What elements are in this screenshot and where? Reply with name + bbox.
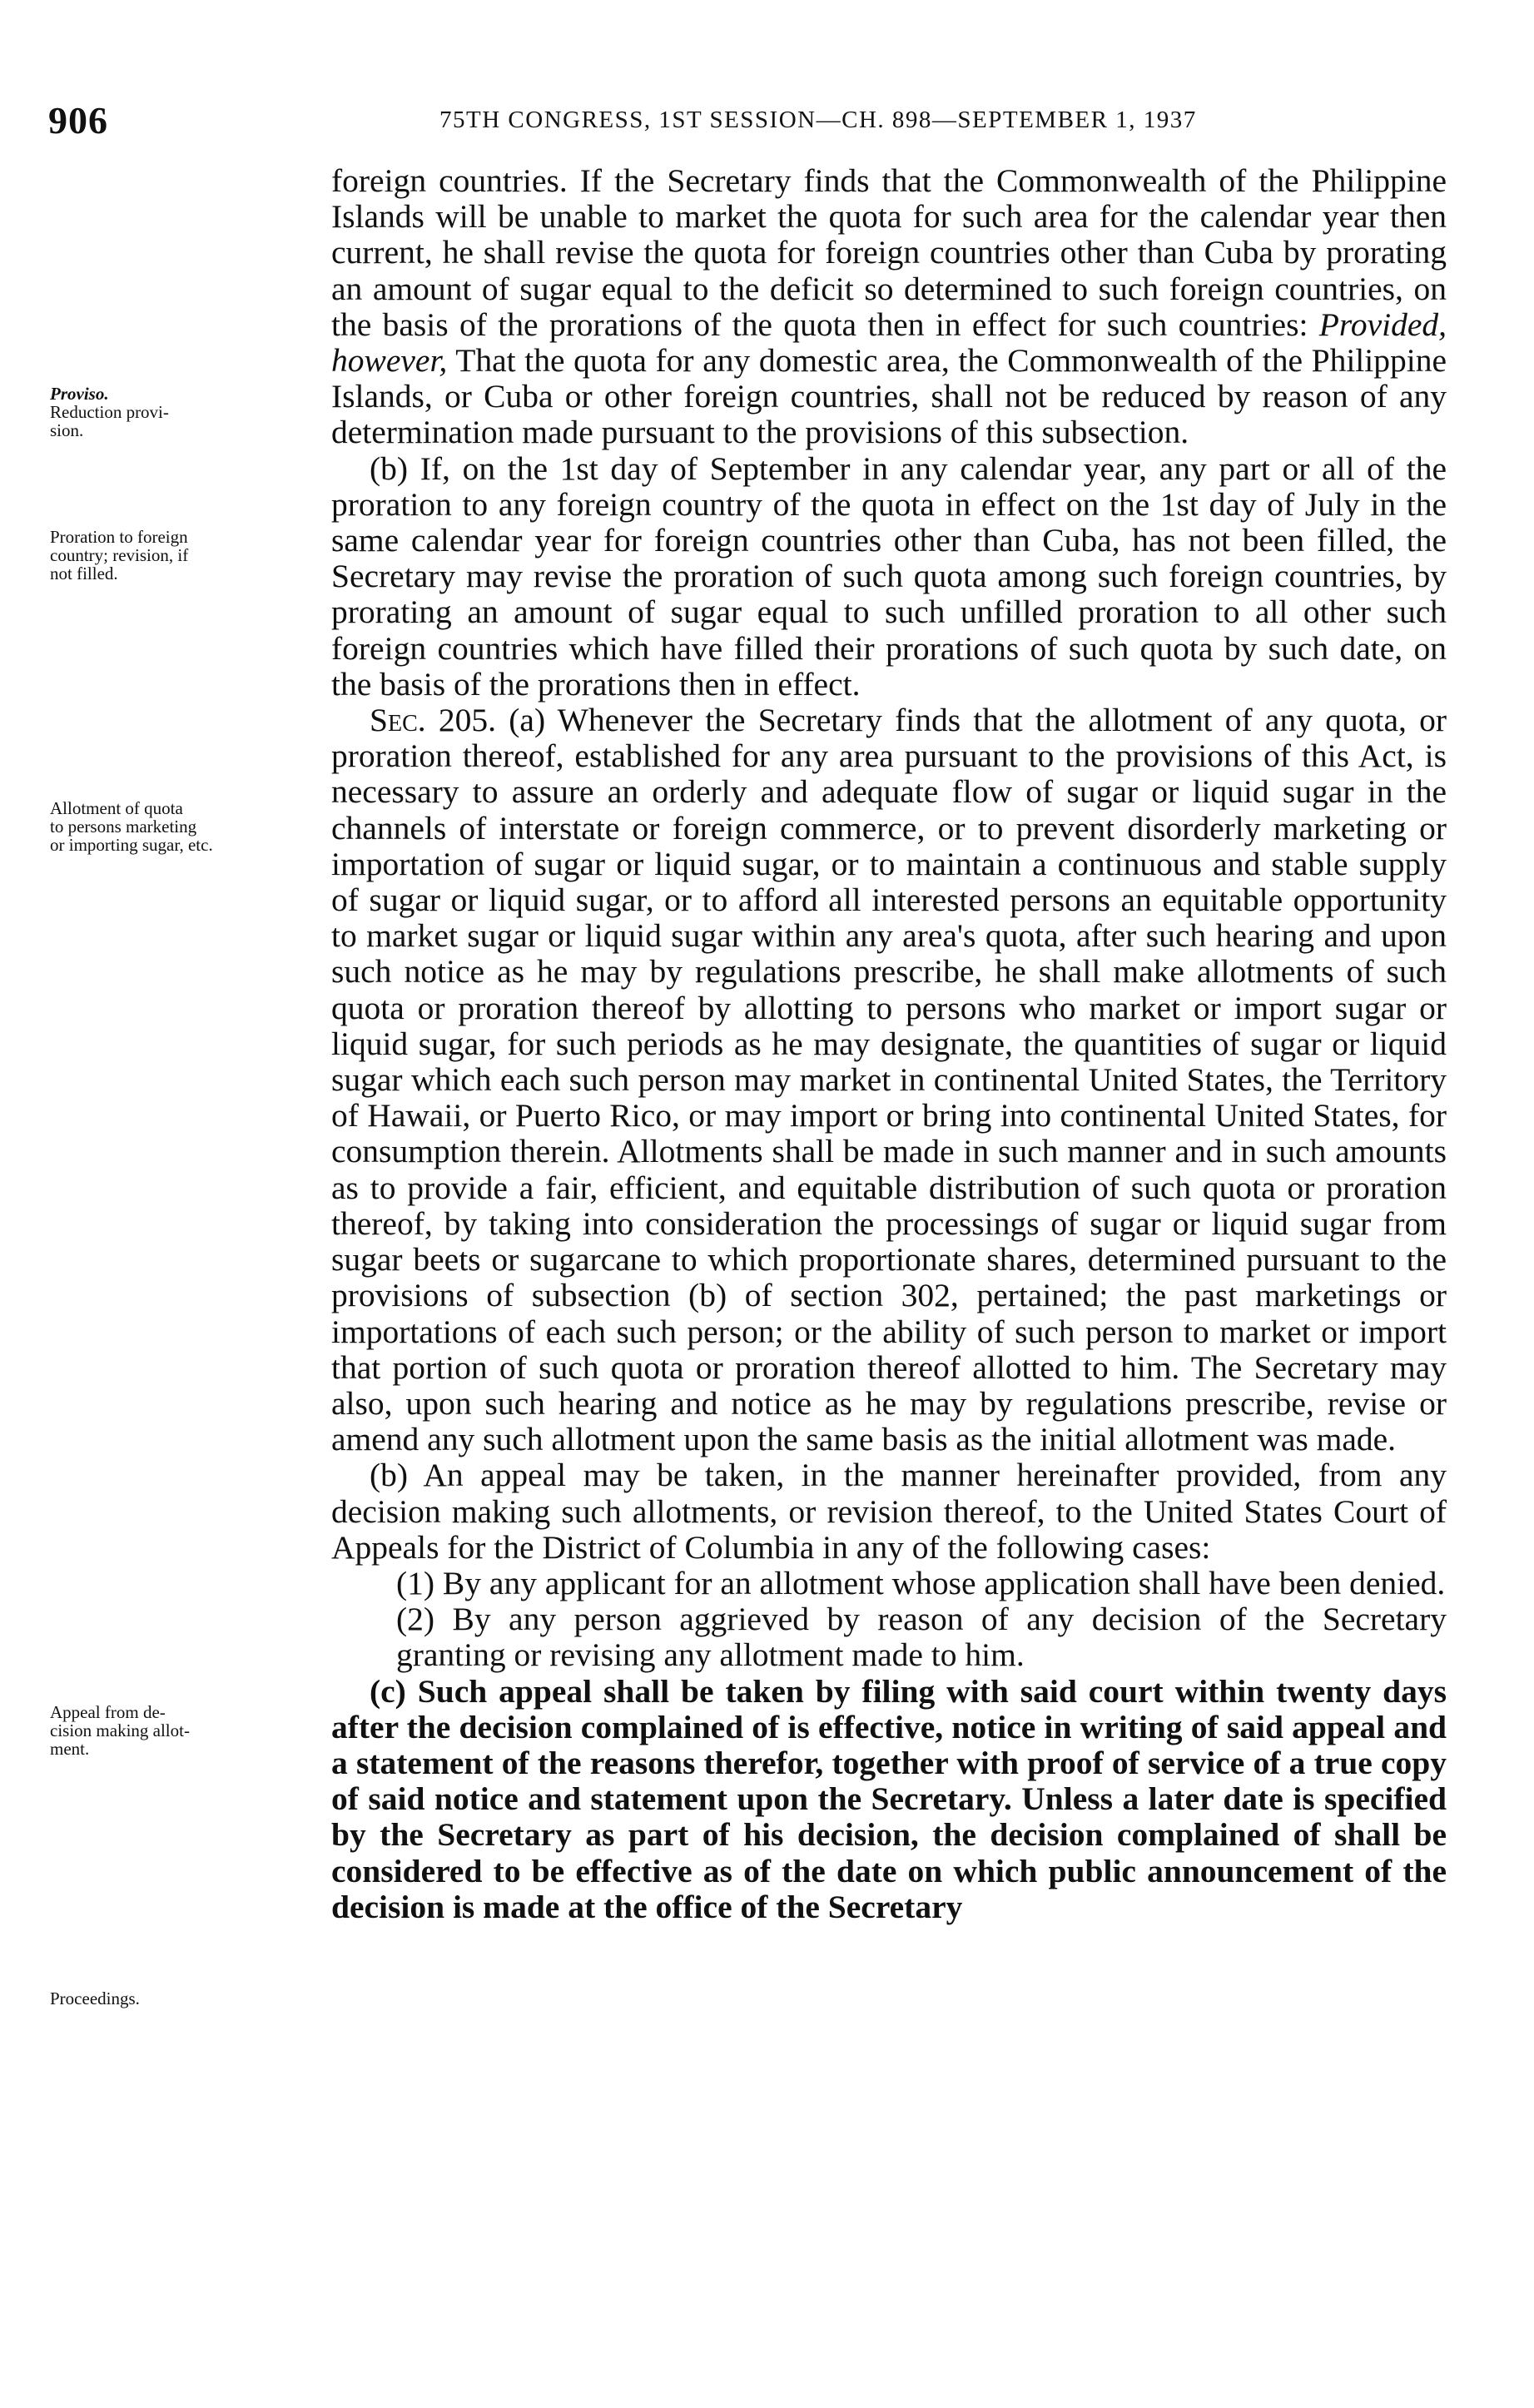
margin-note-proviso bbox=[50, 385, 316, 439]
running-head: 75TH CONGRESS, 1ST SESSION—CH. 898—SEPTEMBER 1, 1937 bbox=[439, 107, 1197, 133]
paragraph-continuation bbox=[331, 163, 1447, 451]
page-header bbox=[48, 98, 1447, 148]
margin-note-line: Proceedings. bbox=[50, 1988, 140, 2008]
main-text-column bbox=[331, 163, 1447, 1925]
margin-note-appeal bbox=[50, 1703, 316, 1758]
margin-note-proration bbox=[50, 528, 316, 583]
margin-note-line: country; revision, if bbox=[50, 545, 189, 565]
margin-note-line: Proviso. bbox=[50, 384, 109, 404]
margin-note-proceedings bbox=[50, 1989, 316, 2008]
page-number: 906 bbox=[48, 99, 108, 142]
margin-note-line: cision making allot- bbox=[50, 1720, 190, 1740]
margin-note-line: Proration to foreign bbox=[50, 527, 188, 547]
paragraph-text: foreign countries. If the Secretary finds that the Commonwealth of the Philippine Islands will be unable to market the quota for such area for the calendar year then current, he shall revise the quota for foreign countries other than Cuba by prorating an amount of sugar equal to the deficit so determined to such foreign countries, on the basis of the prorations of the quota then in effect for such countries: bbox=[331, 162, 1447, 343]
margin-note-line: or importing sugar, etc. bbox=[50, 835, 213, 855]
margin-note-line: Allotment of quota bbox=[50, 798, 183, 818]
paragraph-clause-2: (2) By any person aggrieved by reason of any decision of the Secretary granting or revising any allotment made to him. bbox=[396, 1601, 1447, 1674]
paragraph-text: (a) Whenever the Secretary finds that the allotment of any quota, or proration thereof, established for any area pursuant to the provisions of this Act, is necessary to assure an orderly and adequate flow of sugar or liquid sugar in the channels of interstate or foreign commerce, or to prevent disorderly marketing or importation of sugar or liquid sugar, or to maintain a continuous and stable supply of sugar or liquid sugar, or to afford all interested persons an equitable opportunity to market sugar or liquid sugar within any area's quota, after such hearing and upon such notice as he may by regulations prescribe, he shall make allotments of such quota or proration thereof by allotting to persons who market or import sugar or liquid sugar, for such periods as he may designate, the quantities of sugar or liquid sugar which each such person may market in continental United States, the Territory of Hawaii, or Puerto Rico, or may import or bring into continental United States, for consumption therein. Allotments shall be made in such manner and in such amounts as to provide a fair, efficient, and equitable distribution of such quota or proration thereof, by taking into consideration the processings of sugar or liquid sugar from sugar beets or sugarcane to which proportionate shares, determined pursuant to the provisions of subsection (b) of section 302, pertained; the past marketings or importations of each such person; or the ability of such person to market or import that portion of such quota or proration thereof allotted to him. The Secretary may also, upon such hearing and notice as he may by regulations prescribe, revise or amend any such allotment upon the same basis as the initial allotment was made. bbox=[331, 702, 1447, 1458]
margin-note-line: ment. bbox=[50, 1739, 90, 1759]
margin-note-line: Appeal from de- bbox=[50, 1702, 166, 1722]
section-heading: Sec. 205. bbox=[370, 702, 497, 739]
margin-note-line: to persons marketing bbox=[50, 817, 197, 837]
paragraph-proceedings: (c) Such appeal shall be taken by filing with said court within twenty days after the decision complained of is effective, notice in writing of said appeal and a statement of the reasons therefor, together with proof of service of a true copy of said notice and statement upon the Secretary. Unless a later date is specified by the Secretary as part of his decision, the decision complained of shall be considered to be effective as of the date on which public announcement of the decision is made at the office of the Secretary bbox=[331, 1672, 1447, 1925]
margin-note-line: Reduction provi- bbox=[50, 402, 169, 422]
paragraph-subsection-b: (b) If, on the 1st day of September in any calendar year, any part or all of the proration to any foreign country of the quota in effect on the 1st day of July in the same calendar year for foreign countries other than Cuba, has not been filled, the Secretary may revise the proration of such quota among such foreign countries, by prorating an amount of sugar equal to such unfilled proration to all other such foreign countries which have filled their prorations of such quota by such date, on the basis of the prorations then in effect. bbox=[331, 449, 1447, 703]
margin-note-allotment bbox=[50, 799, 316, 854]
paragraph-clause-1: (1) By any applicant for an allotment whose application shall have been denied. bbox=[396, 1564, 1446, 1601]
paragraph-text: That the quota for any domestic area, the Commonwealth of the Philippine Islands, or Cuba or other foreign countries, shall not be reduced by reason of any determination made pursuant to the provisions of this subsection. bbox=[331, 342, 1447, 451]
margin-note-line: not filled. bbox=[50, 564, 118, 583]
paragraph-appeal: (b) An appeal may be taken, in the manner hereinafter provided, from any decision making such allotments, or revision thereof, to the United States Court of Appeals for the District of Columbia in any of the following cases: bbox=[331, 1457, 1447, 1566]
margin-note-line: sion. bbox=[50, 420, 84, 440]
proviso-italic: Provided, however, bbox=[331, 305, 1447, 380]
paragraph-section-205 bbox=[331, 703, 1447, 1457]
